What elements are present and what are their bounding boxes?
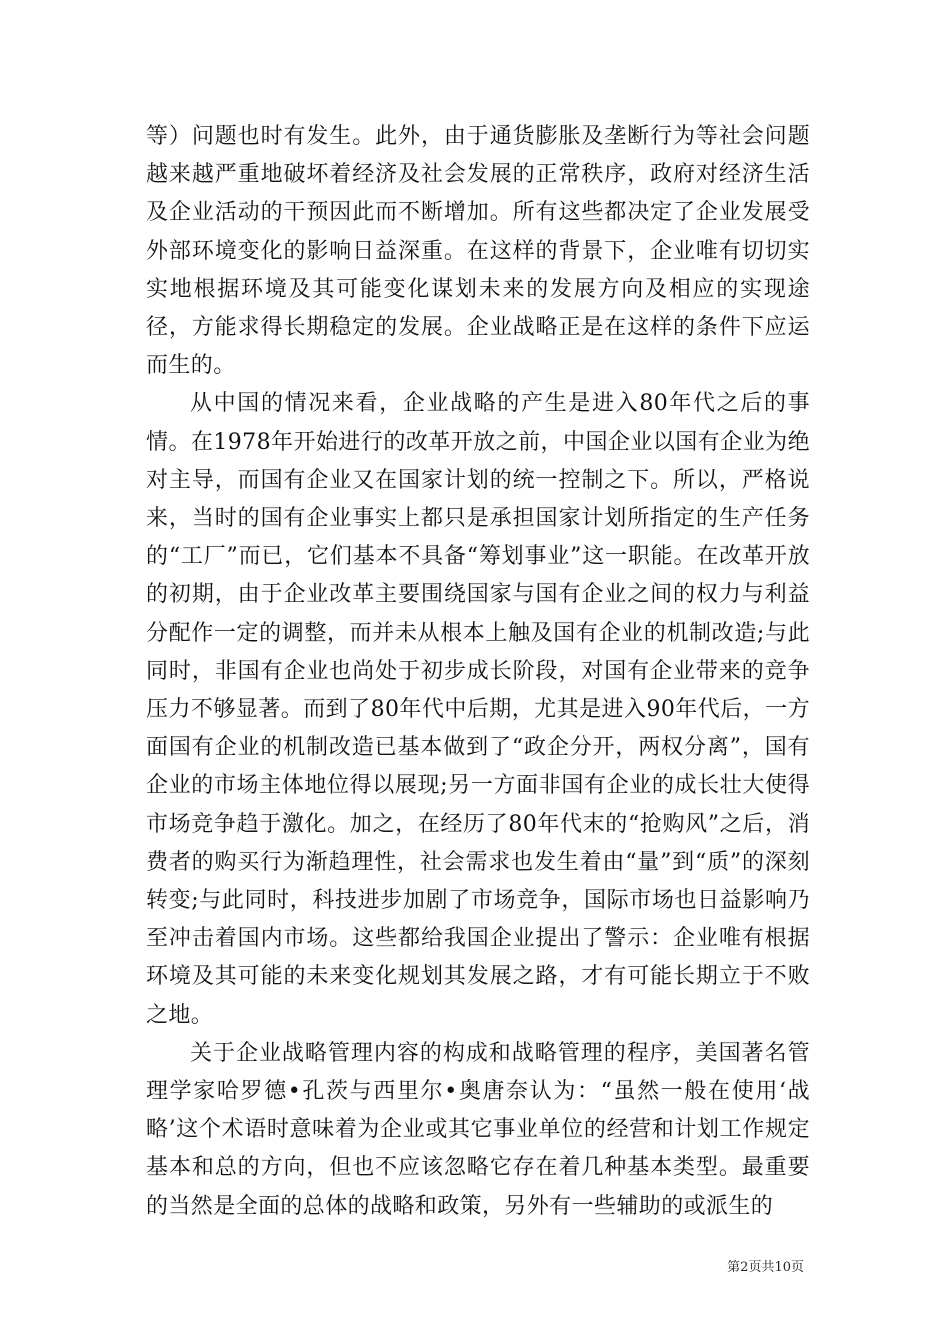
paragraph: 从中国的情况来看，企业战略的产生是进入80年代之后的事情。在1978年开始进行的改革开放之前，中国企业以国有企业为绝对主导，而国有企业又在国家计划的统一控制之下。所以，严格说来，当时的国有企业事实上都只是承担国家计划所指定的生产任务的“工厂”而已，它们基本不具备“筹划事业”这一职能。在改革开放的初期，由于企业改革主要围绕国家与国有企业之间的权力与利益分配作一定的调整，而并未从根本上触及国有企业的机制改造;与此同时，非国有企业也尚处于初步成长阶段，对国有企业带来的竞争压力不够显著。而到了80年代中后期，尤其是进入90年代后，一方面国有企业的机制改造已基本做到了“政企分开，两权分离”，国有企业的市场主体地位得以展现;另一方面非国有企业的成长壮大使得市场竞争趋于激化。加之，在经历了80年代末的“抢购风”之后，消费者的购买行为渐趋理性，社会需求也发生着由“量”到“质”的深刻转变;与此同时，科技进步加剧了市场竞争，国际市场也日益影响乃至冲击着国内市场。这些都给我国企业提出了警示：企业唯有根据环境及其可能的未来变化规划其发展之路，才有可能长期立于不败之地。	[146, 391, 810, 1028]
paragraph: 等）问题也时有发生。此外，由于通货膨胀及垄断行为等社会问题越来越严重地破坏着经济及社会发展的正常秩序，政府对经济生活及企业活动的干预因此而不断增加。所有这些都决定了企业发展受外部环境变化的影响日益深重。在这样的背景下，企业唯有切切实实地根据环境及其可能变化谋划未来的发展方向及相应的实现途径，方能求得长期稳定的发展。企业战略正是在这样的条件下应运而生的。	[146, 124, 810, 379]
page-footer: 第2页共10页	[727, 1260, 804, 1275]
body-text	[146, 118, 810, 1226]
paragraph: 关于企业战略管理内容的构成和战略管理的程序，美国著名管理学家哈罗德•孔茨与西里尔•奥唐奈认为：“虽然一般在使用‘战略’这个术语时意味着为企业或其它事业单位的经营和计划工作规定基本和总的方向，但也不应该忽略它存在着几种基本类型。最重要的当然是全面的总体的战略和政策，另外有一些辅助的或派生的	[146, 1040, 810, 1219]
